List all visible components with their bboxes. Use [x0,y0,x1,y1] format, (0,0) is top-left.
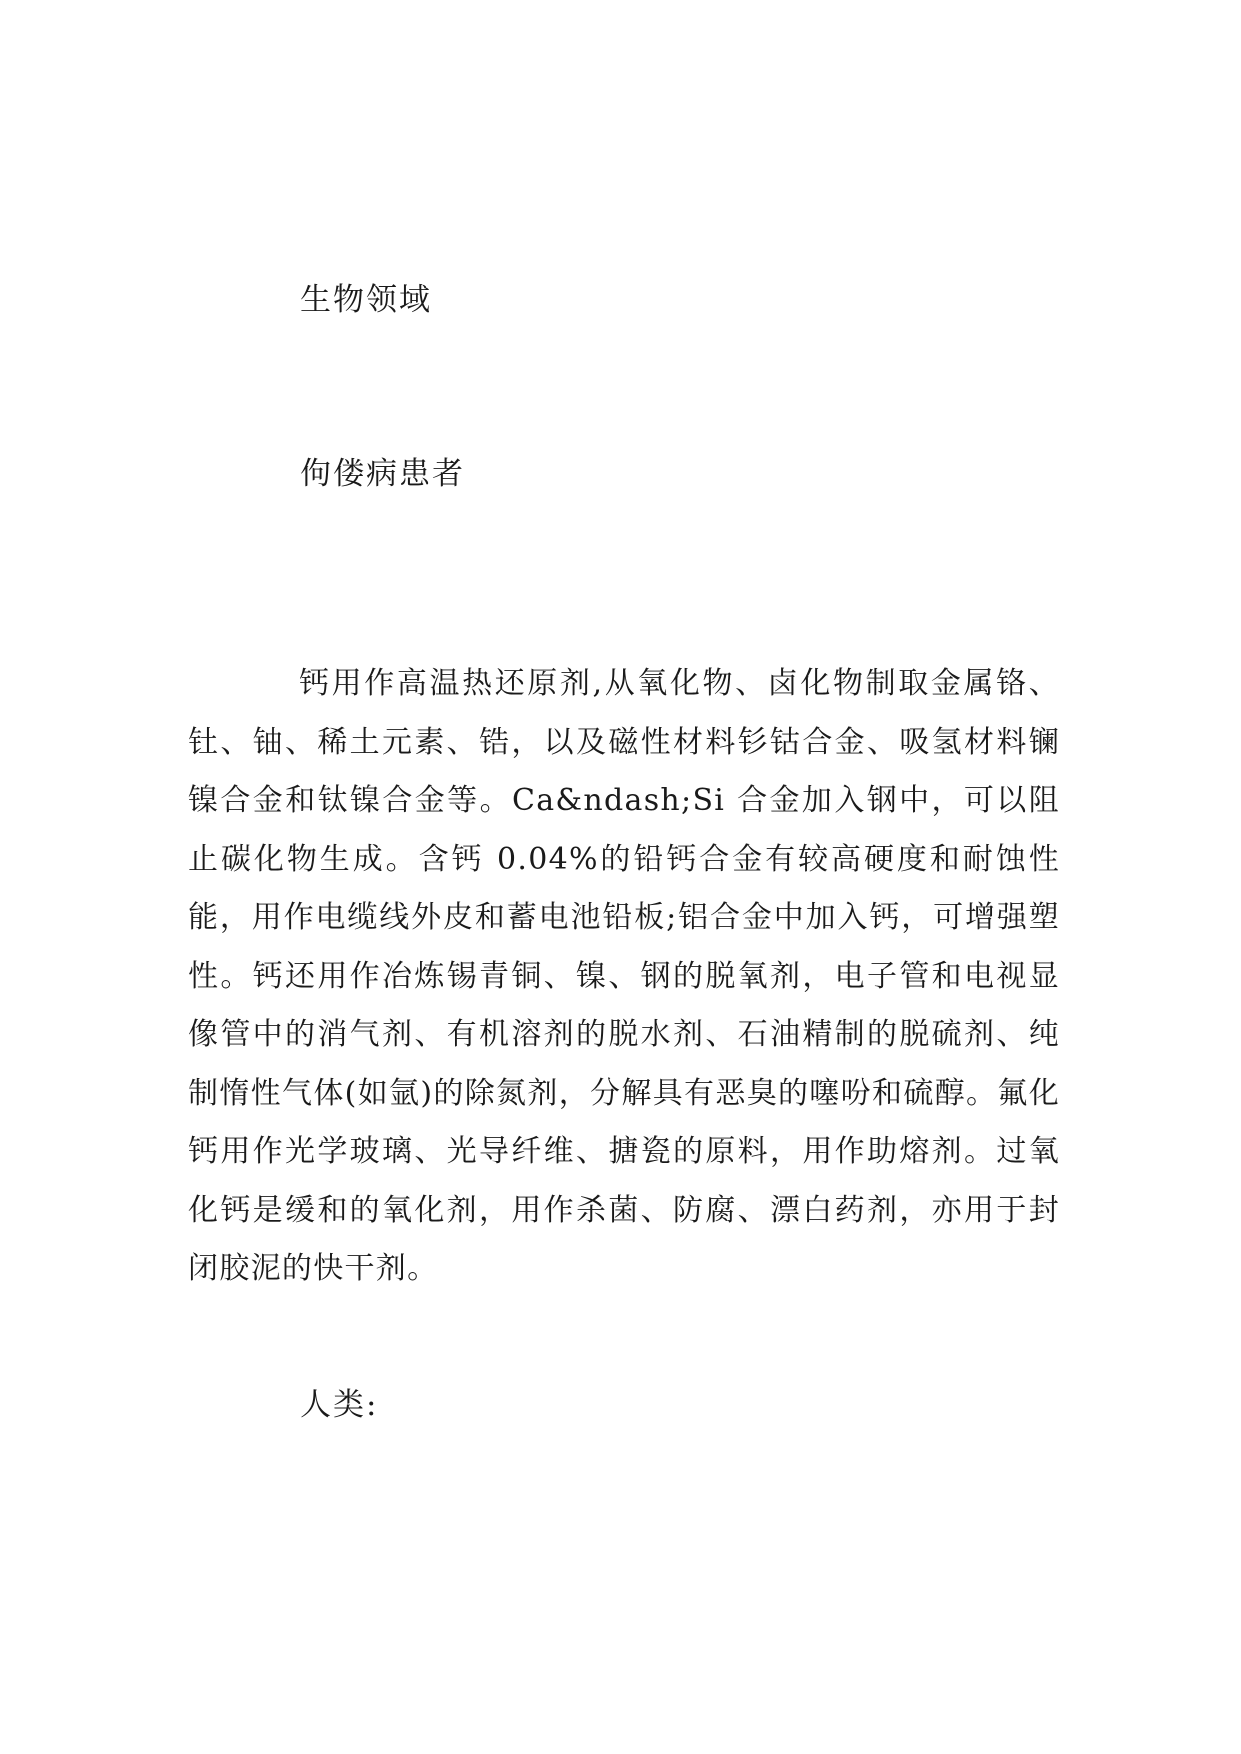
body-paragraph-calcium-uses: 钙用作高温热还原剂,从氧化物、卤化物制取金属铬、钍、铀、稀土元素、锆，以及磁性材料钐钴合金、吸氢材料镧镍合金和钛镍合金等。Ca&ndash;Si 合金加入钢中，可以阻止碳化物生成。含钙 0.04%的铅钙合金有较高硬度和耐蚀性能，用作电缆线外皮和蓄电池铅板;铝合金中加入钙，可增强塑性。钙还用作冶炼锡青铜、镍、钢的脱氧剂，电子管和电视显像管中的消气剂、有机溶剂的脱水剂、石油精制的脱硫剂、纯制惰性气体(如氩)的除氮剂，分解具有恶臭的噻吩和硫醇。氟化钙用作光学玻璃、光导纤维、搪瓷的原料，用作助熔剂。过氧化钙是缓和的氧化剂，用作杀菌、防腐、漂白药剂，亦用于封闭胶泥的快干剂。 [188,666,1060,1286]
section-heading-humans: 人类: [300,1387,379,1423]
section-heading-rickets-patients: 佝偻病患者 [300,456,465,492]
section-heading-biology: 生物领域 [300,282,432,318]
